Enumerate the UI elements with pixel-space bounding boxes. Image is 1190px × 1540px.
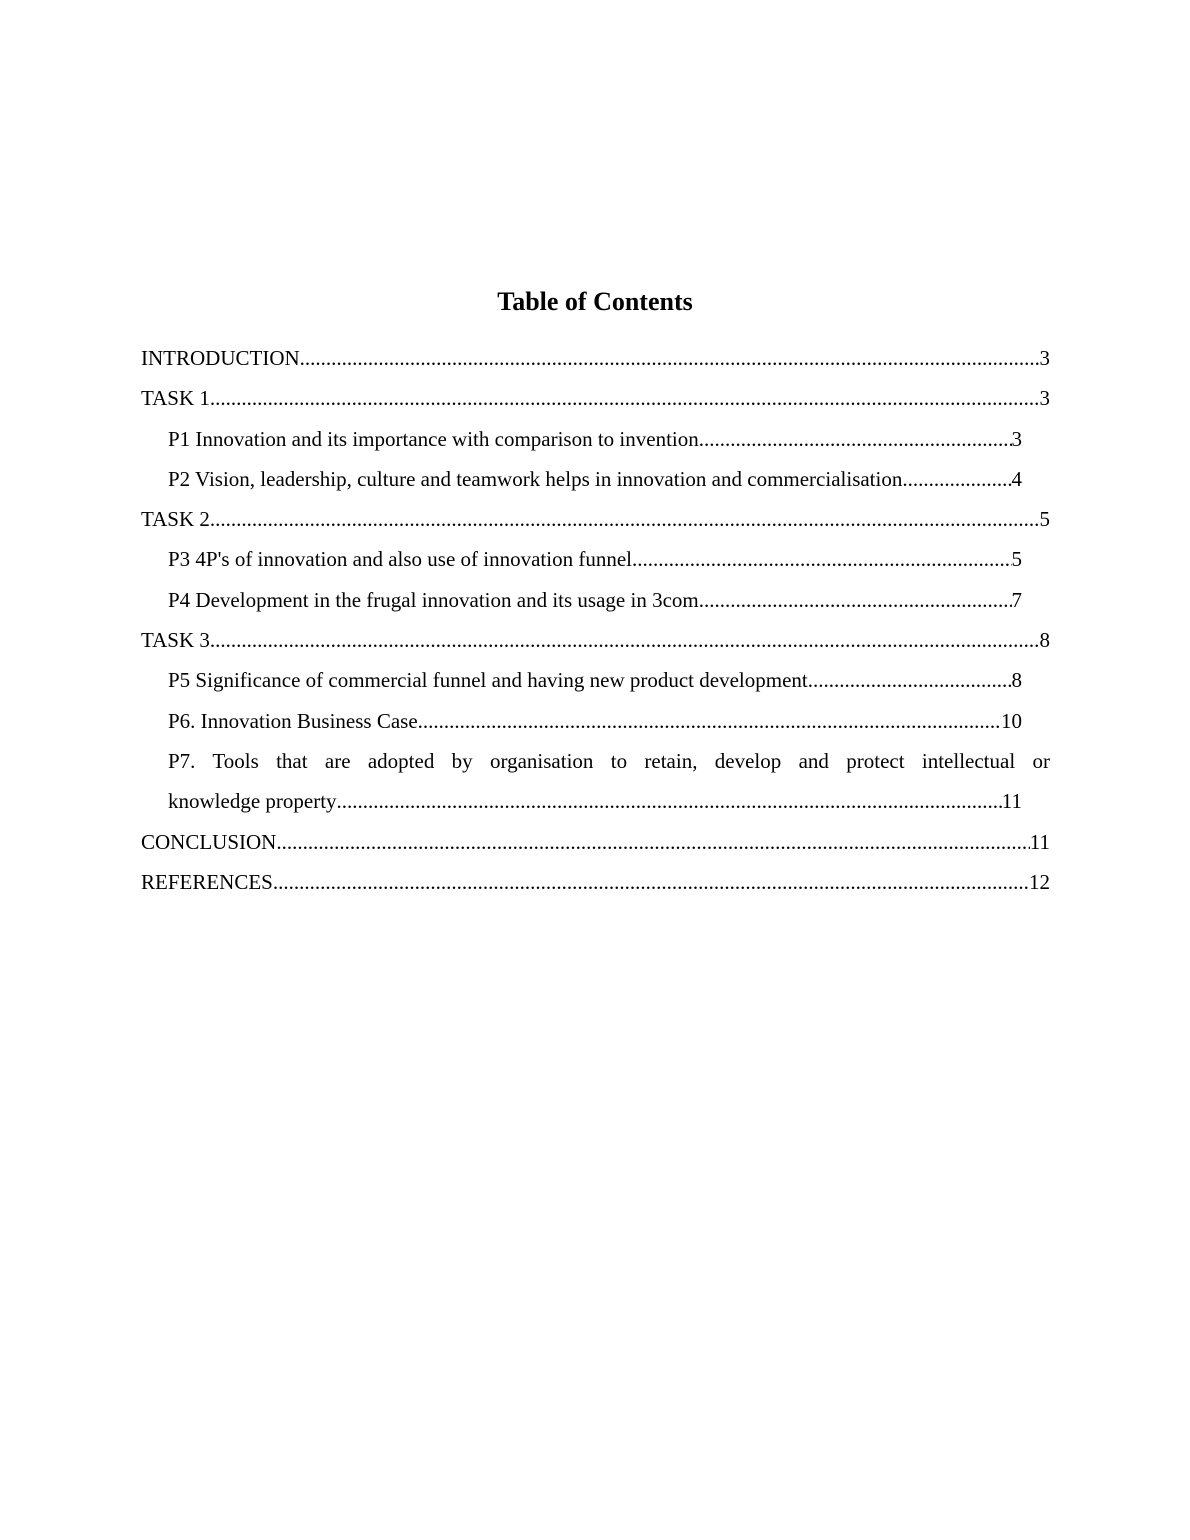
toc-entry-introduction[interactable]	[141, 338, 1050, 378]
toc-entry-p6[interactable]	[168, 701, 1022, 741]
toc-entry-task-2[interactable]	[141, 499, 1050, 539]
toc-page-number: 5	[1039, 507, 1050, 532]
toc-entry-label: TASK 2	[141, 507, 210, 532]
toc-page-number: 3	[1039, 346, 1050, 370]
toc-entry-label-line-2: knowledge property	[168, 789, 337, 814]
toc-entry-label: INTRODUCTION	[141, 346, 300, 370]
toc-entry-p2[interactable]	[168, 459, 1022, 499]
toc-entry-task-3[interactable]	[141, 620, 1050, 660]
toc-page-number: 8	[1011, 668, 1022, 693]
toc-entry-label: CONCLUSION	[141, 829, 277, 854]
toc-entry-label: P1 Innovation and its importance with comparison to invention	[168, 426, 699, 451]
toc-entry-label: TASK 3	[141, 628, 210, 653]
toc-leader-dots	[699, 419, 1012, 459]
toc-entry-line-2	[168, 781, 1022, 821]
toc-leader-dots	[337, 781, 1002, 821]
toc-entry-label: P3 4P's of innovation and also use of innovation funnel	[168, 547, 632, 572]
toc-leader-dots	[808, 660, 1012, 700]
toc-entry-p3[interactable]	[168, 539, 1022, 579]
toc-page-number: 3	[1039, 386, 1050, 411]
toc-entry-label: P5 Significance of commercial funnel and having new product development	[168, 668, 808, 693]
toc-page-number: 5	[1011, 547, 1022, 572]
toc-page-number: 12	[1029, 869, 1050, 894]
toc-page-number: 10	[1001, 708, 1022, 733]
toc-leader-dots	[300, 338, 1040, 378]
toc-entry-conclusion[interactable]	[141, 822, 1050, 862]
toc-entry-references[interactable]	[141, 862, 1050, 902]
toc-entry-label-line-1: P7. Tools that are adopted by organisation to retain, develop and protect intellectual or	[168, 748, 1050, 773]
toc-entry-label: P4 Development in the frugal innovation and its usage in 3com	[168, 587, 699, 612]
toc-entry-p1[interactable]	[168, 419, 1022, 459]
toc-leader-dots	[908, 459, 1012, 499]
toc-page-number: 7	[1011, 587, 1022, 612]
toc-leader-dots	[276, 822, 1029, 862]
toc-entry-label: P6. Innovation Business Case	[168, 708, 418, 733]
toc-entry-label: P2 Vision, leadership, culture and teamwork helps in innovation and commercialisation.	[168, 466, 908, 491]
toc-list	[0, 338, 1190, 902]
toc-entry-label: REFERENCES	[141, 869, 273, 894]
toc-page-number: 11	[1001, 789, 1022, 814]
toc-entry-p5[interactable]	[168, 660, 1022, 700]
toc-leader-dots	[210, 499, 1040, 539]
toc-entry-p4[interactable]	[168, 580, 1022, 620]
toc-leader-dots	[273, 862, 1029, 902]
toc-leader-dots	[699, 580, 1012, 620]
toc-leader-dots	[418, 701, 1001, 741]
toc-page-number: 11	[1029, 829, 1050, 854]
toc-page-number: 3	[1011, 426, 1022, 451]
toc-entry-label: TASK 1	[141, 386, 210, 411]
toc-entry-p7[interactable]	[168, 741, 1050, 822]
toc-page-number: 8	[1039, 628, 1050, 653]
toc-entry-task-1[interactable]	[141, 378, 1050, 418]
toc-leader-dots	[632, 539, 1012, 579]
toc-title: Table of Contents	[497, 287, 693, 316]
toc-leader-dots	[210, 620, 1040, 660]
toc-leader-dots	[210, 378, 1040, 418]
toc-page-number: 4	[1011, 466, 1022, 491]
